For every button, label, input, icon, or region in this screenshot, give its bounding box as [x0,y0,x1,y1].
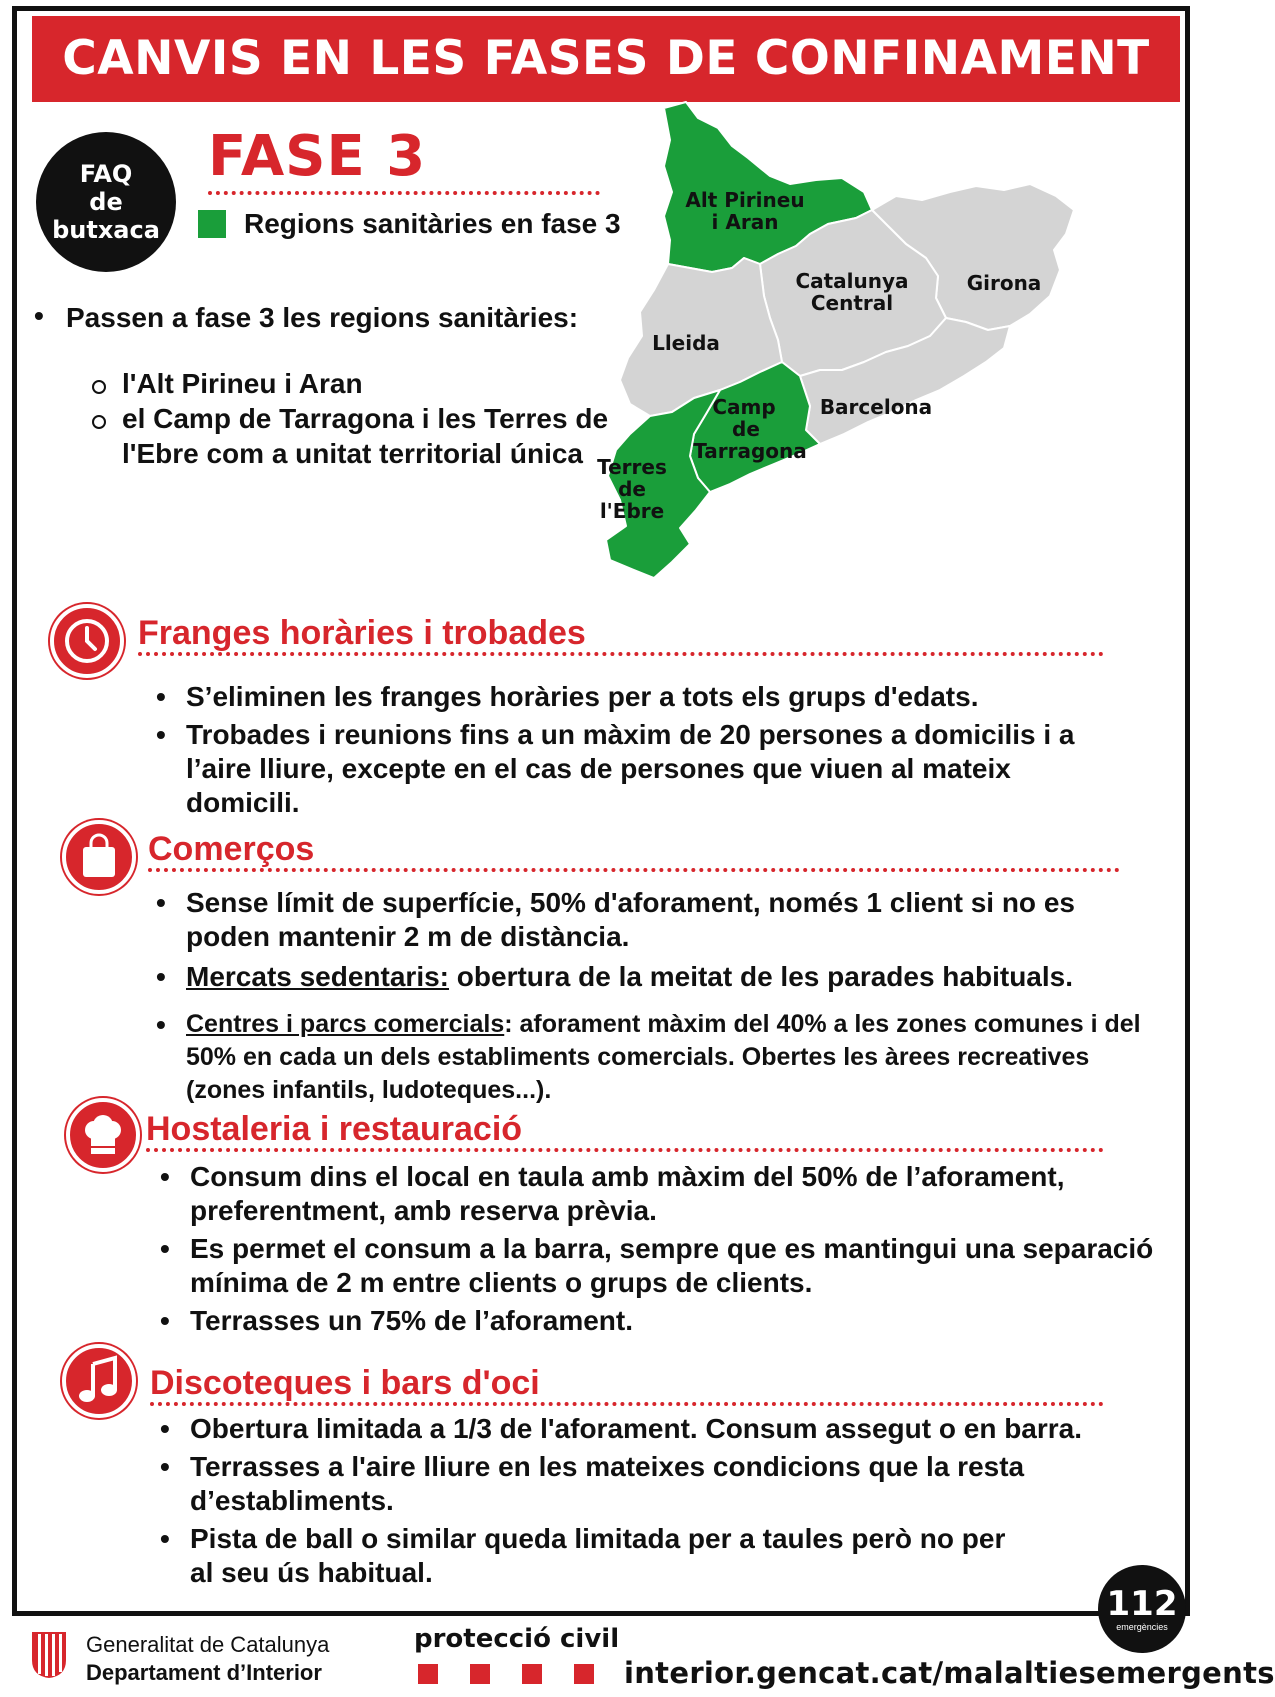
section-rule [146,1148,1104,1152]
map-label-camp-tarragona: Camp [712,395,776,419]
list-item: • Trobades i reunions fins a un màxim de 20 persones a domicilis i a l’aire lliure, excepte en el cas de persones que viuen al mateix domicili. [156,718,1116,820]
list-item: • Consum dins el local en taula amb màxim del 50% de l’aforament, preferentment, amb reserva prèvia. [160,1160,1160,1228]
map-label-terres-ebre: de [618,477,646,501]
faq-line-3: butxaca [52,216,160,244]
map-label-terres-ebre: Terres [597,455,667,479]
list-item: • Obertura limitada a 1/3 de l'aforament. Consum assegut o en barra. [160,1412,1170,1446]
faq-badge [36,132,176,272]
list-item: • Terrasses a l'aire lliure en les mateixes condicions que la resta d’establiments. [160,1450,1170,1518]
intro-subitem: l'Alt Pirineu i Aran [122,366,630,401]
map-label-alt-pirineu: Alt Pirineu [685,188,805,212]
chef-hat-icon [66,1098,140,1172]
section-title-discoteques: Discoteques i bars d'oci [150,1364,540,1402]
section-rule [150,1402,1104,1406]
intro-bullet: • Passen a fase 3 les regions sanitàries: [30,302,630,334]
map-label-girona: Girona [966,271,1042,295]
faq-line-2: de [89,188,123,216]
map-label-alt-pirineu: i Aran [711,210,779,234]
map-label-catalunya-central: Catalunya [795,269,909,293]
faq-line-1: FAQ [79,160,133,188]
section-list-comercos [156,886,1156,1111]
section-list-franges [156,680,1116,824]
list-item: • Pista de ball o similar queda limitada per a taules però no per al seu ús habitual. [160,1522,1170,1590]
title-banner [32,16,1180,102]
badge-subtext: emergències [1116,1622,1168,1632]
map-label-catalunya-central: Central [810,291,894,315]
catalonia-map [597,100,1180,660]
intro-subitem: el Camp de Tarragona i les Terres de l'Ebre com a unitat territorial única [122,401,630,471]
list-item: • S’eliminen les franges horàries per a tots els grups d'edats. [156,680,1116,714]
proteccio-civil-squares-icon [418,1664,626,1684]
list-item [156,1008,1156,1107]
list-item [156,960,1156,994]
section-title-hostaleria: Hostaleria i restauració [146,1110,523,1148]
section-title-comercos: Comerços [148,830,315,868]
list-item: • Terrasses un 75% de l’aforament. [160,1304,1160,1338]
list-item: • Sense límit de superfície, 50% d'aforament, només 1 client si no es poden mantenir 2 m de distància. [156,886,1156,954]
map-label-camp-tarragona: de [732,417,760,441]
phase-title-underline [208,191,600,195]
list-item-underlined: Mercats sedentaris: [186,961,450,992]
section-list-discoteques [160,1412,1170,1594]
list-item-underlined: Centres i parcs comercials [186,1010,505,1038]
intro-list [30,302,630,471]
map-legend [198,208,621,240]
badge-number: 112 [1106,1584,1178,1624]
music-note-icon [62,1344,136,1418]
footer-url[interactable]: interior.gencat.cat/malaltiesemergents [624,1656,1275,1690]
map-label-barcelona: Barcelona [819,395,933,419]
page-title: CANVIS EN LES FASES DE CONFINAMENT [62,31,1150,86]
legend-swatch [198,210,226,238]
section-list-hostaleria [160,1160,1160,1342]
footer-generalitat: Generalitat de Catalunya [86,1632,330,1657]
section-rule [138,652,1104,656]
map-label-lleida: Lleida [652,331,720,355]
list-item: • Es permet el consum a la barra, sempre que es mantingui una separació mínima de 2 m entre clients o grups de clients. [160,1232,1160,1300]
map-label-terres-ebre: l'Ebre [599,499,665,523]
section-rule [148,868,1120,872]
section-title-franges: Franges horàries i trobades [138,614,586,652]
list-item-text: : aforament màxim del 40% a les zones comunes i del 50% en cada un dels establiments comercials. Obertes les àrees recreatives (zones infantils, ludoteques...). [186,1010,1141,1104]
legend-label: Regions sanitàries en fase 3 [244,208,621,239]
footer-proteccio-civil: protecció civil [414,1624,620,1654]
footer [0,1620,1275,1697]
clock-icon [50,604,124,678]
intro-sublist [30,366,630,471]
list-item-text: obertura de la meitat de les parades habituals. [449,961,1073,992]
footer-department: Departament d’Interior [86,1660,322,1685]
shopping-bag-icon [62,820,136,894]
phase-title: FASE 3 [208,124,427,189]
generalitat-logo-icon [30,1630,68,1680]
map-label-camp-tarragona: Tarragona [693,439,807,463]
